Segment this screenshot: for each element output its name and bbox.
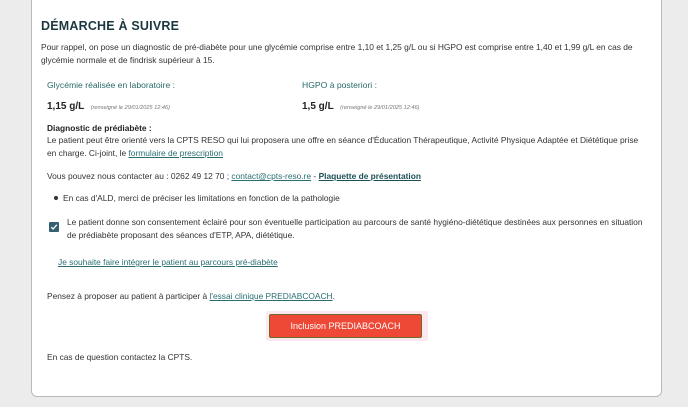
contact-line — [47, 171, 421, 181]
lab-glycemia-label: Glycémie réalisée en laboratoire : — [47, 80, 176, 90]
consent-text: Le patient donne son consentement éclairé pour son éventuelle participation au parcours de santé hygiéno-diététique destinées aux personnes en situation de prédiabète proposant des séances d'ETP, APA, diététique. — [67, 217, 643, 240]
inclusion-prediabcoach-button[interactable]: Inclusion PREDIABCOACH — [269, 314, 422, 338]
inclusion-button-wrap — [266, 311, 428, 341]
contact-separator: - — [311, 171, 319, 181]
contact-text: Vous pouvez nous contacter au : 0262 49 12 70 ; — [47, 171, 230, 181]
enroll-prediabetes-link[interactable]: Je souhaite faire intégrer le patient au parcours pré-diabète — [58, 257, 278, 267]
trial-suffix: . — [332, 291, 335, 301]
contact-email-link[interactable]: contact@cpts-reso.re — [231, 171, 312, 181]
brochure-link[interactable]: Plaquette de présentation — [318, 171, 421, 181]
clinical-trial-link[interactable]: l'essai clinique PREDIABCOACH — [209, 291, 333, 301]
diagnosis-text — [47, 134, 647, 159]
hgpo-label: HGPO à posteriori : — [302, 80, 377, 90]
intro-text: Pour rappel, on pose un diagnostic de pré-diabète pour une glycémie comprise entre 1,10 et 1,25 g/L ou si HGPO est comprise entre 1,40 et 1,99 g/L en cas de glycémie normale et de findrisk supérieur à 15. — [41, 42, 633, 65]
ald-bullet — [54, 193, 340, 203]
lab-glycemia-block — [47, 80, 175, 114]
hgpo-block — [302, 80, 419, 114]
check-icon — [50, 223, 58, 231]
bullet-dot-icon — [54, 196, 58, 200]
hgpo-value: 1,5 g/L — [302, 101, 334, 112]
diagnosis-body: Le patient peut être orienté vers la CPTS RESO qui lui proposera une offre en séance d'Éducation Thérapeutique, Activité Physique Adaptée et Diététique prise en charge. Ci-joint, le — [47, 135, 639, 158]
ald-bullet-text: En cas d'ALD, merci de préciser les limitations en fonction de la pathologie — [63, 193, 340, 203]
lab-glycemia-value: 1,15 g/L — [47, 101, 85, 112]
diagnosis-heading: Diagnostic de prédiabète : — [47, 123, 152, 133]
consent-checkbox[interactable] — [49, 222, 59, 232]
trial-text: Pensez à proposer au patient à participer à — [47, 291, 208, 301]
footer-note: En cas de question contactez la CPTS. — [47, 352, 193, 362]
section-title: DÉMARCHE À SUIVRE — [41, 19, 180, 33]
procedure-panel — [31, 0, 662, 397]
prescription-form-link[interactable]: formulaire de prescription — [128, 147, 223, 158]
lab-glycemia-note: (renseigné le 29/01/2025 12:46) — [90, 105, 171, 111]
hgpo-note: (renseigné le 29/01/2025 12:46) — [340, 105, 420, 111]
trial-line — [47, 291, 335, 301]
